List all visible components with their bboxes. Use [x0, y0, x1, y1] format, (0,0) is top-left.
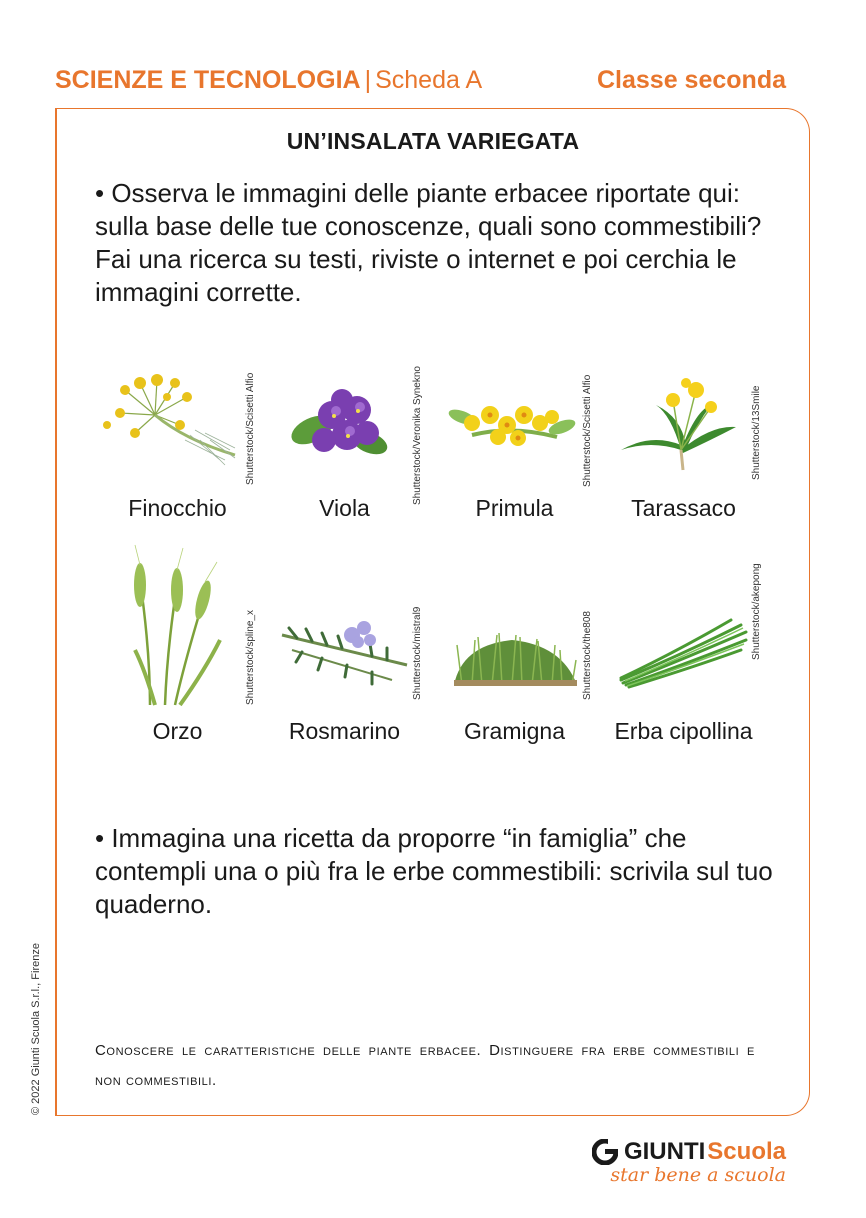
plant-name: Gramigna — [464, 718, 565, 744]
brand-tagline: star bene a scuola — [610, 1164, 786, 1186]
fennel-image — [95, 345, 260, 485]
copyright-notice: © 2022 Giunti Scuola S.r.l., Firenze — [30, 943, 42, 1115]
instruction-observe: • Osserva le immagini delle piante erbacee riportate qui: sulla base delle tue conoscenze, quali sono commestibili? Fai una ricerca su testi, riviste o internet e poi cerchia le immagini corrette. — [95, 178, 762, 307]
plant-card-viola[interactable] — [262, 345, 427, 555]
page-header — [55, 62, 786, 102]
plant-card-primula[interactable] — [432, 345, 597, 555]
plant-card-rosmarino[interactable] — [262, 540, 427, 750]
plant-name: Rosmarino — [288, 718, 401, 744]
violet-image — [262, 345, 427, 485]
plant-card-erba-cipollina[interactable] — [601, 540, 766, 750]
plant-card-orzo[interactable] — [95, 540, 260, 750]
header-separator: | — [364, 66, 372, 94]
objective-text: Conoscere le caratteristiche delle piante erbacee. Distinguere fra erbe commestibili e non commestibili. — [95, 1042, 755, 1089]
plant-name: Finocchio — [128, 495, 227, 521]
worksheet-title: UN’INSALATA VARIEGATA — [286, 128, 580, 154]
publisher-brand — [592, 1138, 786, 1186]
plant-card-tarassaco[interactable] — [601, 345, 766, 555]
plant-name: Erba cipollina — [614, 718, 753, 744]
brand-name-accent: Scuola — [707, 1138, 786, 1165]
barley-image — [95, 540, 260, 715]
rosemary-image — [262, 540, 427, 715]
photo-credit: Shutterstock/13Smile — [751, 385, 762, 480]
photo-credit: Shutterstock/the808 — [582, 611, 593, 700]
instruction-recipe: • Immagina una ricetta da proporre “in famiglia” che contempli una o più fra le erbe commestibili: scrivila sul tuo quaderno. — [95, 823, 773, 919]
grass-image — [432, 540, 597, 715]
dandelion-image — [601, 345, 766, 485]
plant-name: Orzo — [152, 718, 203, 744]
photo-credit: Shutterstock/Veronika Synekno — [412, 366, 423, 505]
grade-label: Classe seconda — [597, 66, 786, 94]
learning-objective — [95, 1036, 755, 1096]
chives-image — [601, 540, 766, 715]
plant-card-finocchio[interactable] — [95, 345, 260, 555]
plant-name: Tarassaco — [631, 495, 736, 521]
photo-credit: Shutterstock/akepong — [751, 563, 762, 660]
plant-card-gramigna[interactable] — [432, 540, 597, 750]
subject-label: SCIENZE E TECNOLOGIA — [55, 66, 361, 94]
photo-credit: Shutterstock/mistral9 — [412, 606, 423, 700]
photo-credit: Shutterstock/Scisetti Alfio — [582, 374, 593, 487]
subject-heading — [55, 66, 482, 95]
plant-name: Viola — [319, 495, 370, 521]
giunti-logo-icon — [592, 1139, 618, 1165]
plant-name: Primula — [475, 495, 554, 521]
brand-wordmark — [592, 1138, 786, 1166]
brand-name: GIUNTI — [623, 1138, 706, 1165]
photo-credit: Shutterstock/spline_x — [245, 609, 256, 705]
photo-credit: Shutterstock/Scisetti Alfio — [245, 372, 256, 485]
sheet-label: Scheda A — [375, 66, 483, 94]
primrose-image — [432, 345, 597, 485]
